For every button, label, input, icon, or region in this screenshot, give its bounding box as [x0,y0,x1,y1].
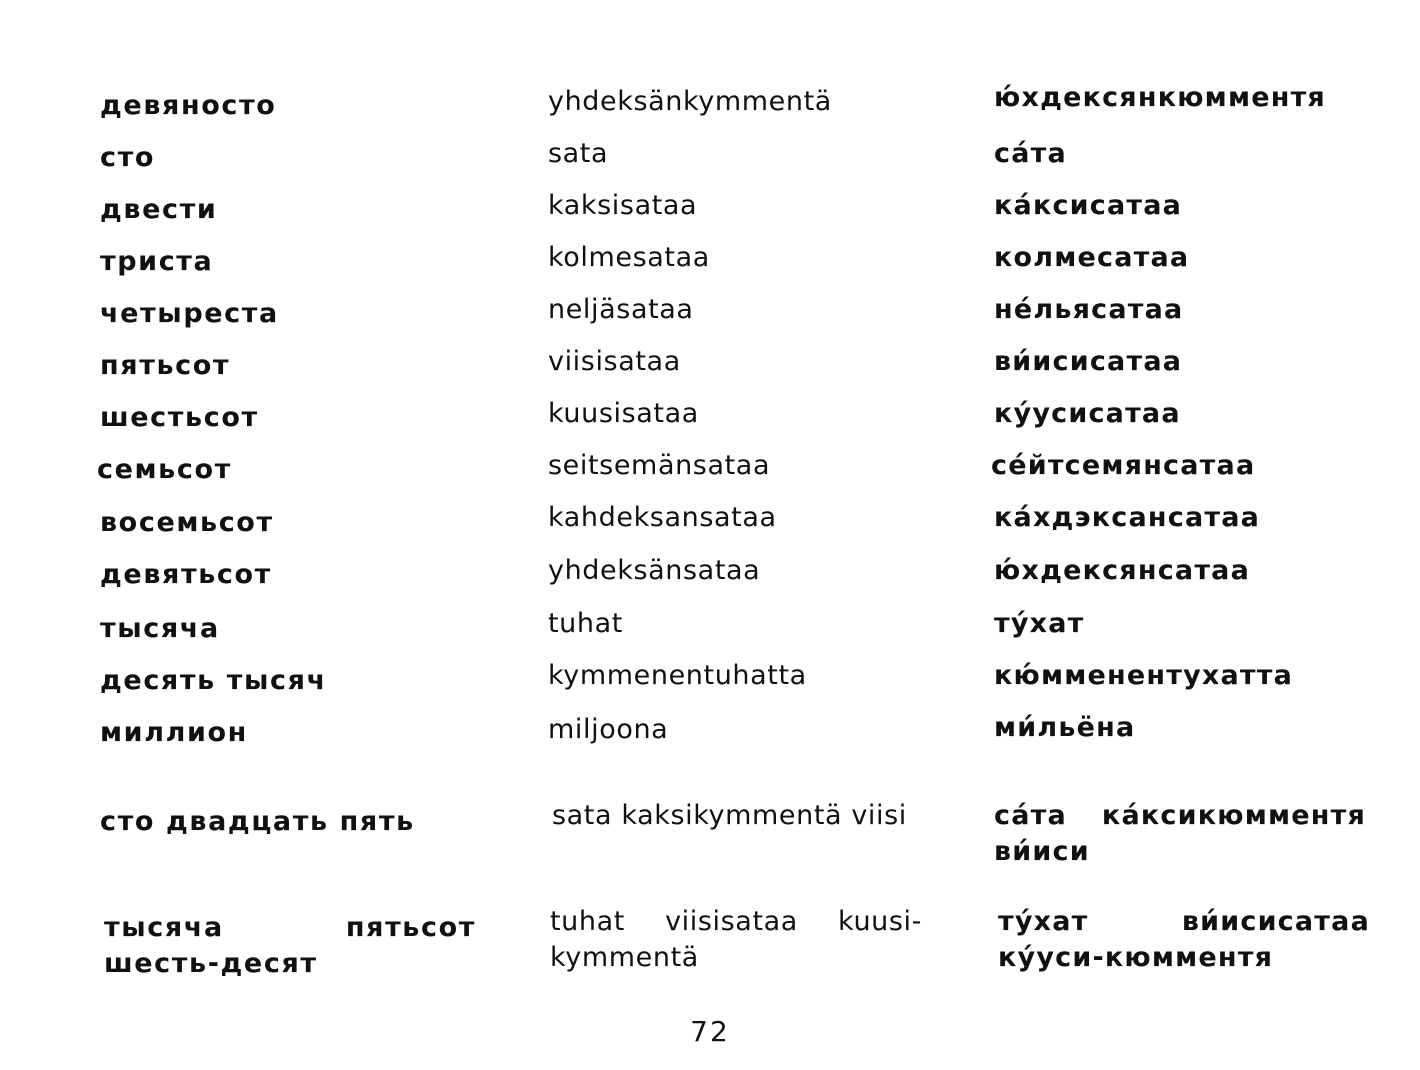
transcription: ю́хдексянкюмментя [994,82,1326,113]
russian-word: триста [100,246,214,277]
transcription: ми́льёна [994,712,1136,743]
russian-word: восемьсот [100,507,274,538]
transcription: ка́хдэксансатаа [994,502,1261,533]
transcription: ту́хат [994,608,1085,639]
finnish-word: tuhat viisisataa kuusi-kymmentä [550,906,922,973]
russian-word: сто двадцать пять [100,806,415,837]
russian-word: девятьсот [100,559,272,590]
russian-word: пятьсот [100,350,231,381]
russian-word: двести [100,194,218,225]
russian-word: тысяча [100,613,220,644]
finnish-word: tuhat [548,608,623,639]
finnish-word: kahdeksansataa [548,502,777,533]
finnish-word: sata [548,138,609,169]
finnish-word: kymmenentuhatta [548,660,807,691]
russian-word: семьсот [97,454,232,485]
transcription: ту́хат ви́исисатаа ку́уси-кюмментя [998,906,1370,973]
page-number: 72 [690,1015,730,1048]
transcription: ю́хдексянсатаа [994,555,1251,586]
russian-word: миллион [100,717,248,748]
transcription: са́та ка́ксикюмментя ви́иси [994,800,1366,867]
finnish-word: kuusisataa [548,398,699,429]
finnish-word: viisisataa [548,346,681,377]
russian-word: сто [100,142,156,173]
transcription: ви́исисатаа [994,346,1183,377]
finnish-word: sata kaksikymmentä viisi [552,800,907,831]
russian-word: тысяча пятьсот шесть-десят [104,912,476,979]
transcription: се́йтсемянсатаа [991,450,1256,481]
finnish-word: miljoona [548,714,669,745]
transcription: кю́мменентухатта [994,660,1294,691]
finnish-word: kolmesataa [548,242,710,273]
russian-word: шестьсот [100,402,259,433]
russian-word: четыреста [100,298,279,329]
russian-word: девяносто [100,90,277,121]
transcription: колмесатаа [994,242,1190,273]
finnish-word: yhdeksänsataa [548,555,761,586]
finnish-word: kaksisataa [548,190,698,221]
transcription: не́льясатаа [994,294,1184,325]
russian-word: десять тысяч [100,665,327,696]
finnish-word: yhdeksänkymmentä [548,86,832,117]
finnish-word: neljäsataa [548,294,694,325]
finnish-word: seitsemänsataa [548,450,771,481]
transcription: ку́усисатаа [994,398,1181,429]
transcription: са́та [994,138,1067,169]
transcription: ка́ксисатаа [994,190,1183,221]
